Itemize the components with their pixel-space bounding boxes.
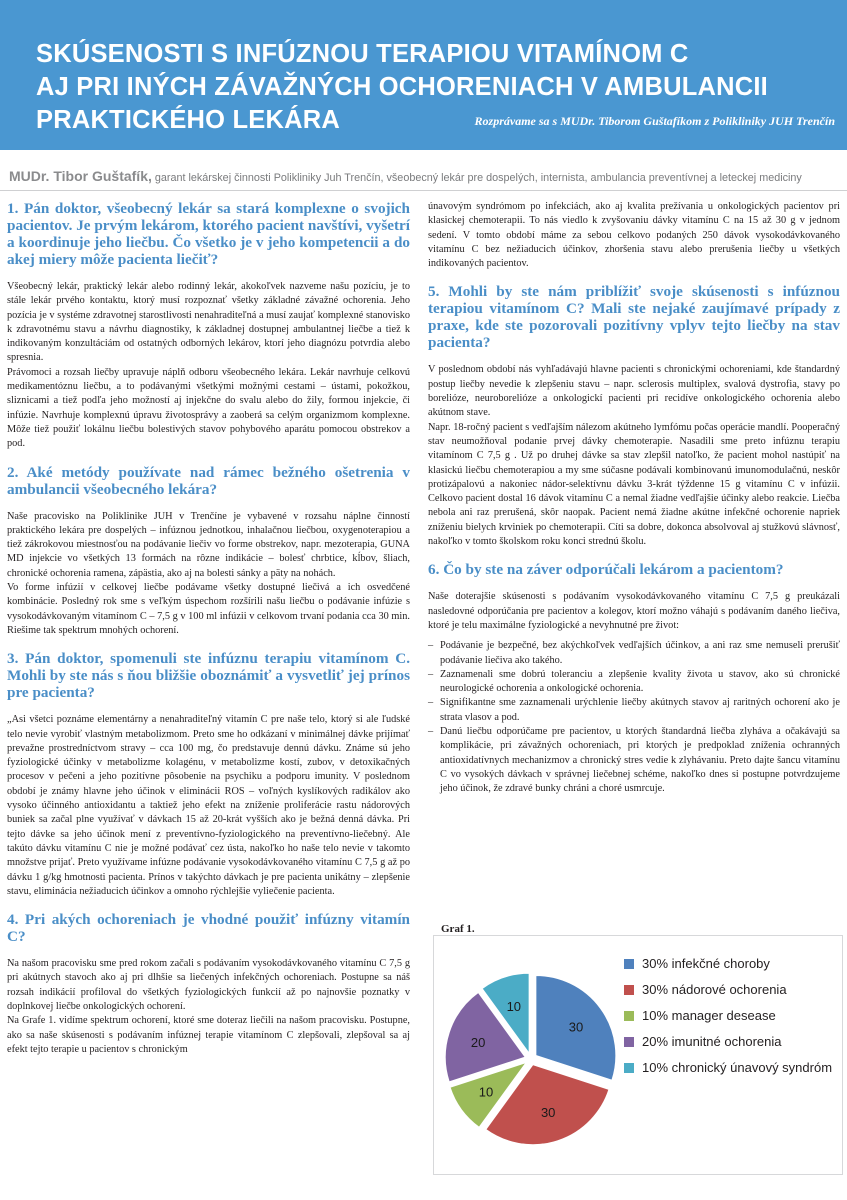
list-item-text: Podávanie je bezpečné, bez akýchkoľvek vedľajších účinkov, a ani raz sme nemuseli prerušiť podávanie liečiva ako takého. [440,640,840,666]
list-item [428,668,840,697]
legend-entry [624,982,839,998]
list-item-text: Danú liečbu odporúčame pre pacientov, u ktorých štandardná liečba zlyháva a očakávajú sa komplikácie, pri závažných ochoreniach, pri ktorých je predpoklad zníženia ochranných antioxidatívnych mechanizmov a chronický stres vedie k zlyhávaniu. Preto dajte šancu vitamínu C vo vysokých dávkach v správnej liečebnej schéme, nakoľko dnes si postupne potvrdzujeme jeho účinok, že zdravé bunky chráni a choré usmrcuje. [440,726,840,795]
legend-label: 30% nádorové ochorenia [642,982,787,997]
legend-entry [624,1034,839,1050]
legend-swatch [624,985,634,995]
answer-paragraph: „Asi všetci poznáme elementárny a nenahraditeľný vitamín C pre naše telo, ktorý si ale ľudské telo nevie vyrobiť vlastným metabolizmom. Preto sme ho odkázaní v minimálnej dávke prijímať prevažne prostredníctvom stravy – cca 100 mg, čo predstavuje dennú dávku. Známe sú jeho fyziologické účinky v metabolizme kolagénu, v metabolizme kostí, zubov, v detoxikačných procesov v pečeni a jeho pozitívne pôsobenie na psychiku a podporu imunity. V poslednom období je známy hlavne jeho účinok v eliminácii ROS – voľných kyslíkových radikálov ako vysoko účinného antioxidantu a taktiež jeho efekt na zníženie proliferácie rastu nádorových buniek sa začal plne využívať v dávkach 15 až 20-krát vyšších ako je bežná denná dávka. Pri tejto dávke sa jeho účinok mení z preventívno-fyziologického na preventívno-liečebný. Ale takúto dávku vitamínu C nie je možné podávať cez ústa, nakoľko ho naše telo nevie v takomto množstve prijať. Preto využívame infúzne podávanie vysokodávkovaného vitamínu C 7,5 g až po dávku 1 g/kg hmotnosti pacienta. Prínos v takýchto dávkach je pre pacienta unikátny – zlepšenie stavu, eliminácia nežiaducich účinkov a omnoho rýchlejšie vyliečenie pacienta. [7,714,410,897]
answer-paragraph: Právomoci a rozsah liečby upravuje náplň odboru všeobecného lekára. Lekár navrhuje celkovú medikamentóznu liečbu, a to podávanými všetkými možnými cestami – ústami, pokožkou, sliznicami a tiež podľa jeho možností aj injekčne do svalu alebo do žily, formou injekcie, či infúzie. Navrhuje komplexnú úpravu životosprávy a zaoberá sa celým organizmom komplexne. Môže tiež použiť lokálnu liečbu bolestivých stavov pohybového aparátu pomocou obstrekov a pod. [7,366,410,450]
right-column [428,200,840,797]
pie-data-label: 30 [540,1104,556,1120]
pie-data-label: 10 [506,999,522,1015]
legend-label: 10% manager desease [642,1008,776,1023]
list-item [428,696,840,725]
article-subtitle: Rozprávame sa s MUDr. Tiborom Guštafíkom z Polikliniky JUH Trenčín [474,114,835,128]
recommendation-list [428,639,840,796]
dash-icon: – [428,668,434,680]
author-name: MUDr. Tibor Guštafík, [9,168,152,184]
question-heading: 2. Aké metódy používate nad rámec bežného ošetrenia v ambulancii všeobecného lekára? [7,463,410,498]
pie-data-label: 30 [568,1019,584,1035]
answer-paragraph: Naše pracovisko na Poliklinike JUH v Trenčíne je vybavené v rozsahu náplne činností praktického lekára pre dospelých – infúznou jednotkou, inhalačnou liečbou, oxygenoterapiou a tiež zákrokovou miestnosťou na podávanie liečiv vo forme obstrekov, napr. mezoterapia, GUNA MD injekcie vo všetkých 13 formách na rôzne indikácie – bolesť chrbtice, kĺbov, šliach, chronické ochorenia ramena, zápästia, ako aj na bolesti sánky a päty na nohách. [7,510,410,579]
chart-title: Graf 1. [441,923,475,935]
legend-label: 20% imunitné ochorenia [642,1034,782,1049]
author-line [9,168,839,184]
article-title-line: PRAKTICKÉHO LEKÁRA [36,106,340,134]
article-title-line: SKÚSENOSTI S INFÚZNOU TERAPIOU VITAMÍNOM C [36,40,689,68]
answer-paragraph: Napr. 18-ročný pacient s vedľajším nálezom akútneho lymfómu počas operácie mandlí. Pooperačný stav neumožňoval podanie prvej dávky chemoterapie. Nasadili sme preto infúznu terapiu vitamínom C 7,5 g . Už po druhej dávke sa stav zlepšil natoľko, že pacient mohol nastúpiť na klasickú liečbu chemoterapiou a my sme súčasne podávali kombinovanú imunomodulačnú, neskôr protizápalovú a nakoniec nádor-selektívnu dávku 3-krát týždenne 15 g vitamínu C v infúzii. Celkovo pacient dostal 16 dávok vitamínu C a nemal žiadne vedľajšie účinky alebo reakcie. Liečba nebola ani raz prerušená, skôr naopak. Pacient nemá žiadne akútne infekčné ochorenie napriek zníženiu bielych krviniek po chemoterapii. Cíti sa dobre, dokonca absolvoval aj stužkovú slávnosť, nakoľko v tomto školskom roku konci strednú školu. [428,421,840,548]
answer-paragraph: únavovým syndrómom po infekciách, ako aj kvalita prežívania u onkologických pacientov pri klasickej chemoterapii. To nás viedlo k zvyšovaniu dávky vitamínu C na 15 až 30 g v jednom sedení. V tomto období máme za sebou celkovo podaných 250 dávok vysokodávkovaného vitamínu C bez nežiaducich účinkov, zhoršenia stavu alebo prerušenia liečby u všetkých indikovaných pacientov. [428,201,840,270]
legend-swatch [624,1063,634,1073]
legend-label: 30% infekčné choroby [642,956,770,971]
dash-icon: – [428,726,434,738]
legend-swatch [624,959,634,969]
question-heading: 3. Pán doktor, spomenuli ste infúznu terapiu vitamínom C. Mohli by ste nás s ňou bližšie oboznámiť a vysvetliť jej prínos pre pacienta? [7,650,410,702]
list-item [428,639,840,668]
left-column [7,200,410,1057]
answer-paragraph: Na našom pracovisku sme pred rokom začali s podávaním vysokodávkovaného vitamínu C 7,5 g pri akútnych stavoch ako aj pri dlhšie sa liečených infekčných ochoreniach. Postupne sa náš rozsah indikácií profiloval do všetkých fyziologických funkcií až po najnovšie poznatky v doplnkovej liečbe onkologických ochorení. [7,958,410,1012]
answer-paragraph: Na Grafe 1. vidíme spektrum ochorení, ktoré sme doteraz liečili na našom pracovisku. Postupne, ako sa naše skúsenosti s podávaním infúznej terapie vitamínom C zlepšovali, zlepšoval sa aj efekt tejto terapie u pacientov s chronickým [7,1015,410,1055]
article-title-line: AJ PRI INÝCH ZÁVAŽNÝCH OCHORENIACH V AMBULANCII [36,73,768,101]
author-description: garant lekárskej činnosti Polikliniky Juh Trenčín, všeobecný lekár pre dospelých, internista, ambulancia preventívnej a leteckej mediciny [151,172,802,184]
pie-data-label: 20 [470,1034,486,1050]
answer-paragraph: Naše doterajšie skúsenosti s podávaním vysokodávkovaného vitamínu C 7,5 g preukázali nasledovné odporúčania pre pacientov a kolegov, ktorí možno váhajú s podávaním daného liečiva, ktoré je telu maximálne fyziologické a nevyhnutné pre život: [428,591,840,631]
list-item-text: Signifikantne sme zaznamenali urýchlenie liečby akútnych stavov aj raritných ochorení ako je strata vlasov a pod. [440,697,840,723]
legend-label: 10% chronický únavový syndróm [642,1060,833,1075]
header-banner [0,0,847,150]
legend-swatch [624,1037,634,1047]
answer-paragraph: Všeobecný lekár, praktický lekár alebo rodinný lekár, akokoľvek nazveme našu pozíciu, je to stále lekár prvého kontaktu, ktorý musí rozpoznať všetky základné závažné ochorenia. Jeho pozícia je v systéme zdravotnej starostlivosti nenahraditeľná a musí zaujať komplexné stanovisko k zdravotnému stavu a návrhu diagnostiky, k základnej dostupnej ambulantnej liečbe a tiež k indikovaným konzultáciám od ostatných odborných lekárov, ktorí jeho diagnózu potvrdia alebo spresnia. [7,281,410,364]
question-heading: 1. Pán doktor, všeobecný lekár sa stará komplexne o svojich pacientov. Je prvým lekárom, ktorého pacient navštívi, vyšetrí a koordinuje jeho liečbu. Čo všetko je v jeho kompetencii a do akej miery môže pacienta liečiť? [7,200,410,268]
legend-entry [624,956,839,972]
question-heading: 4. Pri akých ochoreniach je vhodné použiť infúzny vitamín C? [7,911,410,946]
question-heading: 5. Mohli by ste nám priblížiť svoje skúsenosti s infúznou terapiou vitamínom C? Mali ste nejaké zaujímavé prípady z praxe, kde ste pozorovali pozitívny vplyv tejto liečby na stav pacienta? [428,283,840,352]
legend-swatch [624,1011,634,1021]
question-heading: 6. Čo by ste na záver odporúčali lekárom a pacientom? [428,561,784,579]
list-item-text: Zaznamenali sme dobrú toleranciu a zlepšenie kvality života u stavov, ako sú chronické neurologické ochorenia a onkologické ochorenia. [440,668,840,695]
dash-icon: – [428,640,434,652]
answer-paragraph: V poslednom období nás vyhľadávajú hlavne pacienti s chronickými ochoreniami, kde štandardný postup liečby nevedie k zlepšeniu stavu – napr. sclerosis multiplex, svalová dystrofia, stavy po borelióze, neuroborelióze a onkologickí pacienti pri recidíve onkologického ochorenia alebo akútnom stave. [428,364,840,419]
list-item [428,725,840,796]
divider [0,190,847,191]
legend-entry [624,1060,839,1076]
dash-icon: – [428,697,434,709]
chart-legend [624,956,839,1086]
pie-chart-plot [434,936,624,1176]
legend-entry [624,1008,839,1024]
answer-paragraph: Vo forme infúzií v celkovej liečbe podávame všetky dostupné liečivá a ich osvedčené kombinácie. Posledný rok sme s veľkým úspechom rozšírili našu liečbu o podávanie infúzie s vysokodávkovaným vitamínom C – 7,5 g v 100 ml infúzii v celkovom trvaní podania cca 30 min. Riešime tak spektrum mnohých ochorení. [7,582,410,636]
pie-chart [433,923,843,1175]
pie-data-label: 10 [478,1084,494,1100]
